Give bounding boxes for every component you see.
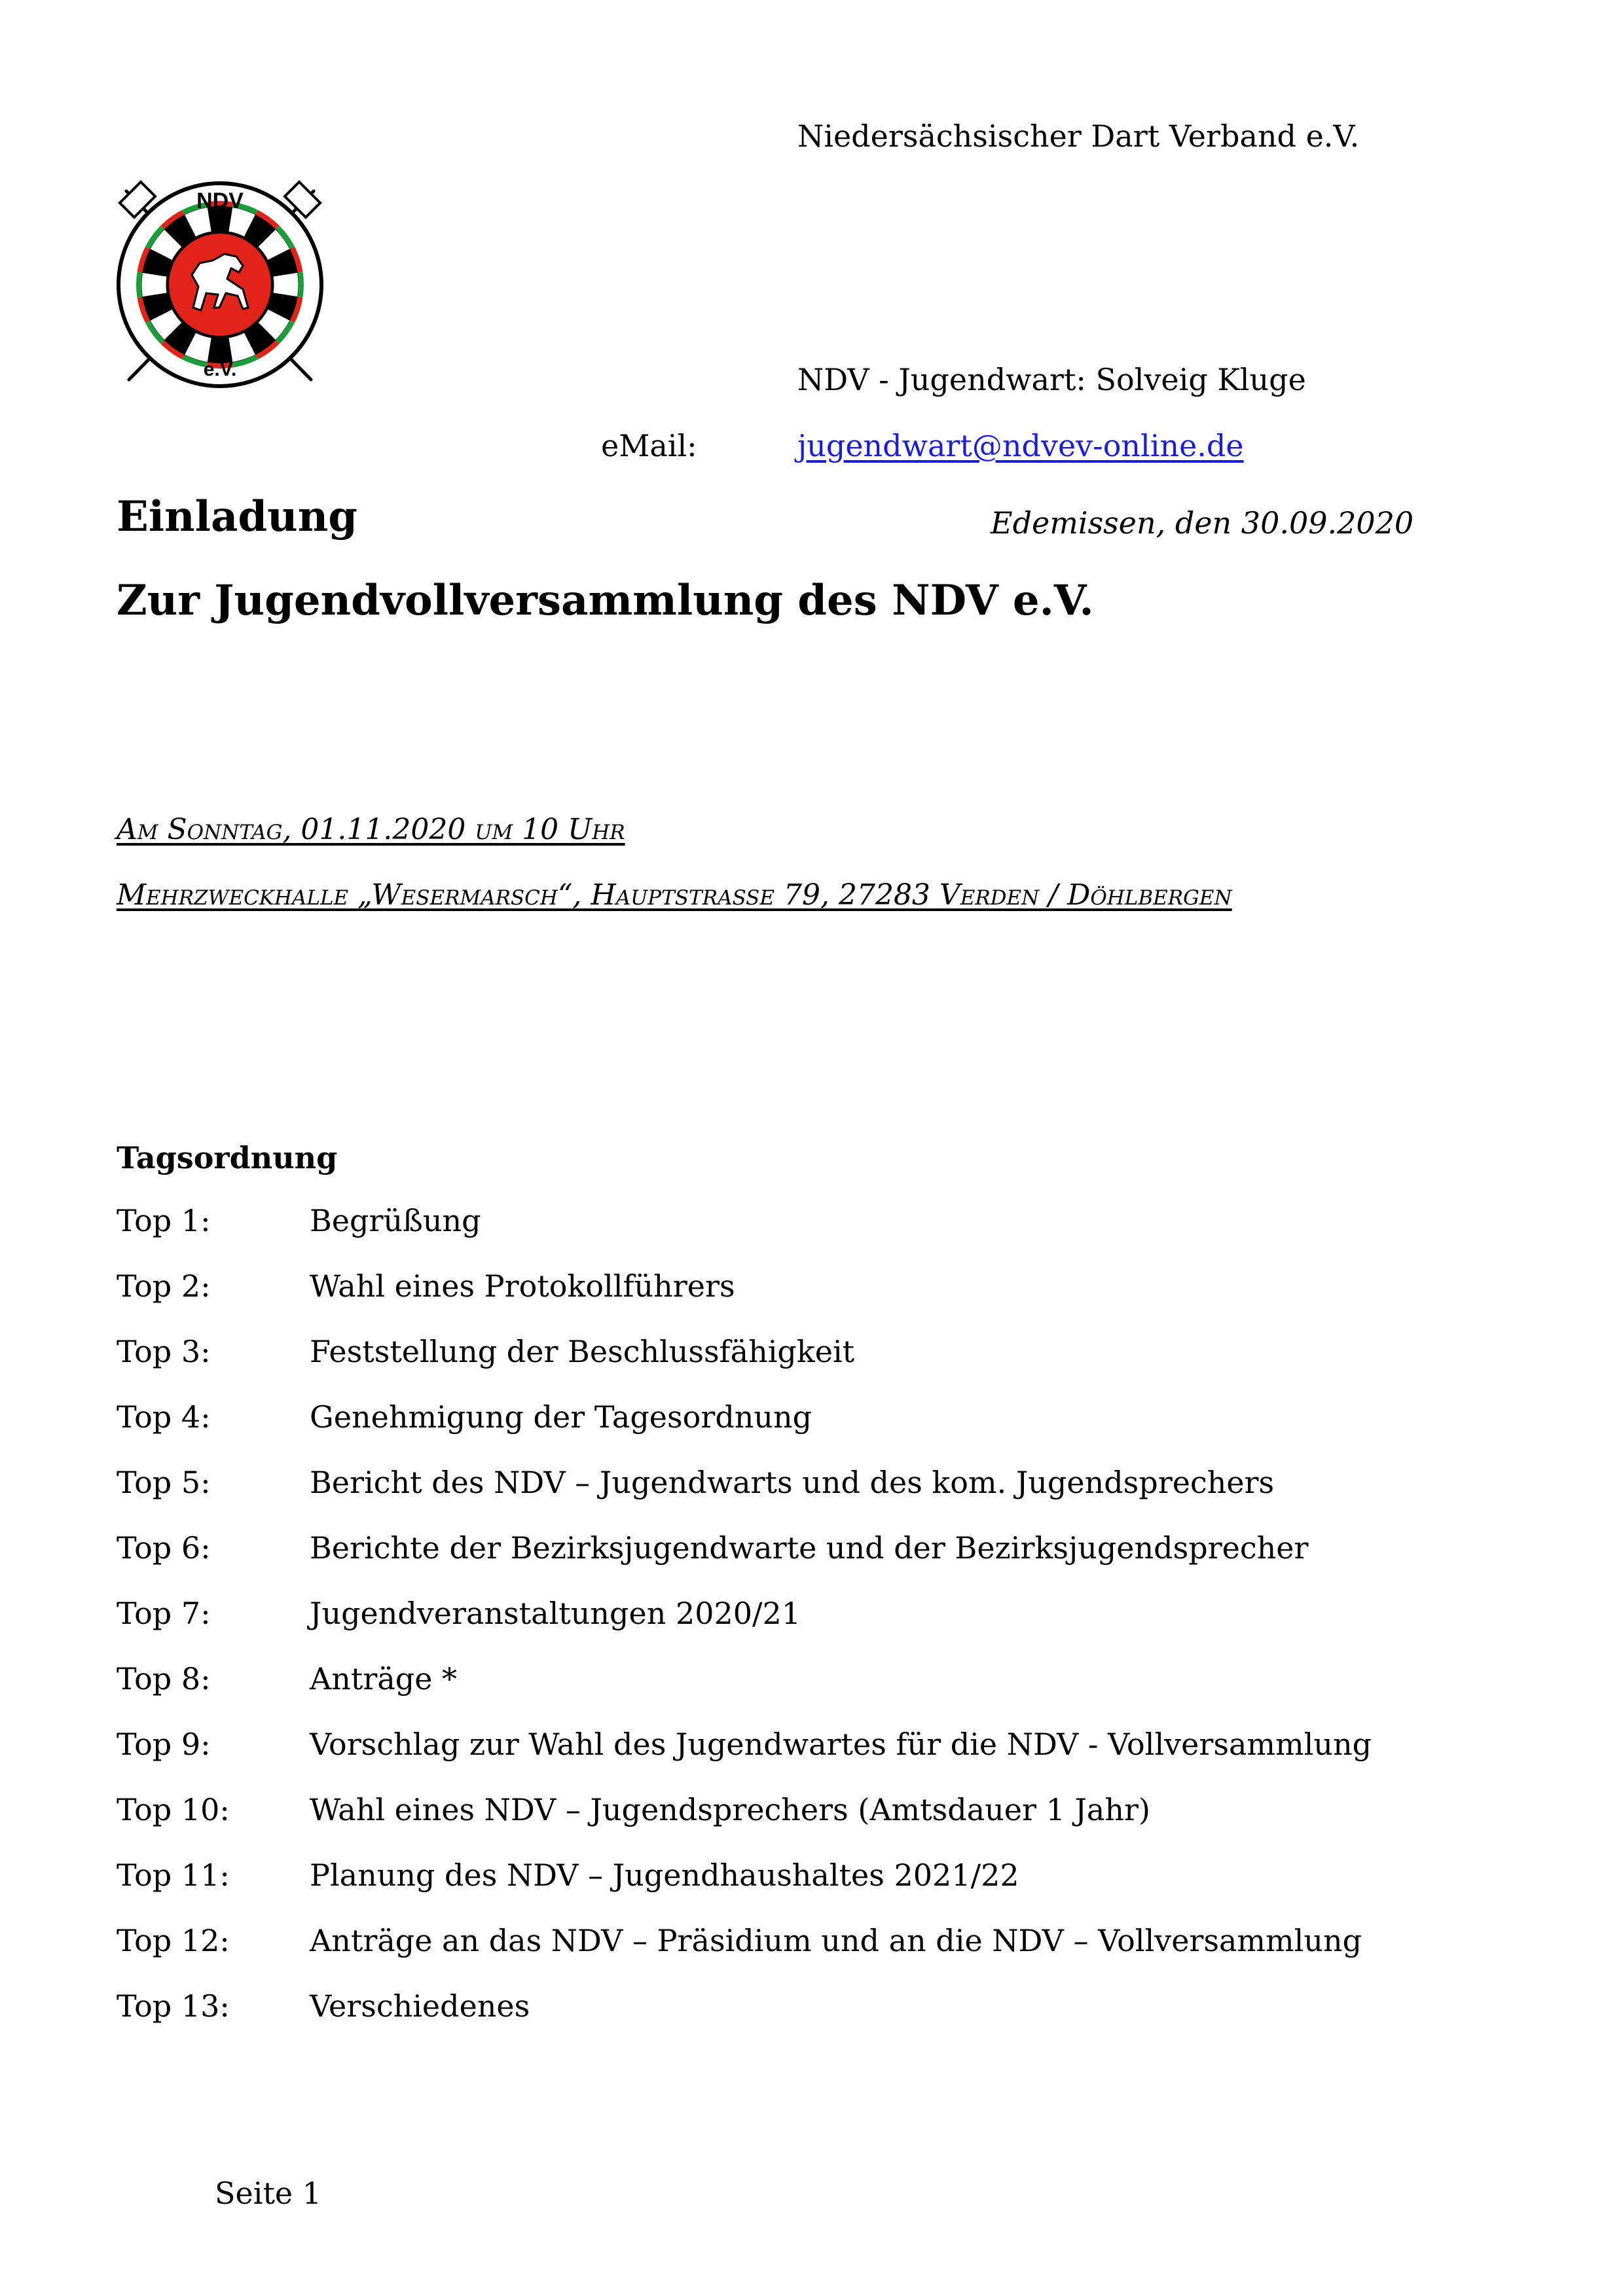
agenda-number: Top 10:: [117, 1792, 230, 1827]
agenda-number: Top 5:: [117, 1465, 211, 1500]
agenda-item: [117, 1988, 1426, 2030]
agenda-number: Top 11:: [117, 1857, 230, 1893]
agenda-number: Top 7:: [117, 1596, 211, 1631]
agenda-number: Top 2:: [117, 1268, 211, 1304]
agenda-number: Top 8:: [117, 1661, 211, 1696]
event-location: Mehrzweckhalle „Wesermarsch“, Hauptstrasse 79, 27283 Verden / Döhlbergen: [117, 878, 1232, 912]
agenda-text: Bericht des NDV – Jugendwarts und des kom. Jugendsprechers: [310, 1465, 1275, 1500]
agenda-number: Top 3:: [117, 1334, 211, 1369]
agenda-text: Begrüßung: [310, 1203, 481, 1238]
agenda-item: [117, 1203, 1426, 1245]
ndv-logo: [115, 177, 325, 390]
agenda-text: Vorschlag zur Wahl des Jugendwartes für die NDV - Vollversammlung: [310, 1727, 1372, 1762]
agenda-text: Wahl eines NDV – Jugendsprechers (Amtsdauer 1 Jahr): [310, 1792, 1150, 1827]
agenda-number: Top 9:: [117, 1727, 211, 1762]
agenda-text: Planung des NDV – Jugendhaushaltes 2021/22: [310, 1857, 1019, 1893]
youth-warden: NDV - Jugendwart: Solveig Kluge: [797, 362, 1306, 397]
agenda-item: [117, 1923, 1426, 1965]
agenda-number: Top 12:: [117, 1923, 230, 1958]
agenda-item: [117, 1792, 1426, 1834]
agenda-number: Top 13:: [117, 1988, 230, 2024]
agenda-number: Top 6:: [117, 1530, 211, 1566]
agenda-text: Jugendveranstaltungen 2020/21: [310, 1596, 801, 1631]
agenda-item: [117, 1336, 1426, 1376]
agenda-item: [117, 1661, 1426, 1703]
agenda-item: [117, 1857, 1426, 1899]
agenda-number: Top 1:: [117, 1203, 211, 1238]
page-subtitle: Zur Jugendvollversammlung des NDV e.V.: [117, 576, 1094, 625]
agenda-item: [117, 1598, 1426, 1638]
agenda-item: [117, 1268, 1426, 1310]
logo-top-text: NDV: [196, 188, 244, 213]
agenda-item: [117, 1530, 1426, 1572]
agenda-text: Wahl eines Protokollführers: [310, 1268, 735, 1304]
agenda-item: [117, 1729, 1426, 1768]
organization-name: Niedersächsischer Dart Verband e.V.: [797, 118, 1360, 154]
agenda-heading: Tagsordnung: [117, 1140, 338, 1175]
event-date: Am Sonntag, 01.11.2020 um 10 Uhr: [117, 813, 625, 846]
agenda-text: Berichte der Bezirksjugendwarte und der Bezirksjugendsprecher: [310, 1530, 1309, 1566]
logo-bottom-text: e.V.: [203, 359, 237, 380]
agenda-text: Feststellung der Beschlussfähigkeit: [310, 1334, 855, 1369]
date-line: Edemissen, den 30.09.2020: [991, 505, 1414, 541]
agenda-text: Genehmigung der Tagesordnung: [310, 1399, 812, 1435]
agenda-number: Top 4:: [117, 1399, 211, 1435]
page-title: Einladung: [117, 492, 357, 541]
agenda-text: Verschiedenes: [310, 1988, 530, 2024]
agenda-item: [117, 1467, 1426, 1507]
page-number: Seite 1: [215, 2176, 322, 2211]
agenda-item: [117, 1399, 1426, 1441]
email-label: eMail:: [601, 428, 697, 463]
agenda-text: Anträge an das NDV – Präsidium und an die NDV – Vollversammlung: [310, 1923, 1362, 1958]
agenda-text: Anträge *: [310, 1661, 458, 1696]
email-link[interactable]: jugendwart@ndvev-online.de: [797, 428, 1244, 463]
